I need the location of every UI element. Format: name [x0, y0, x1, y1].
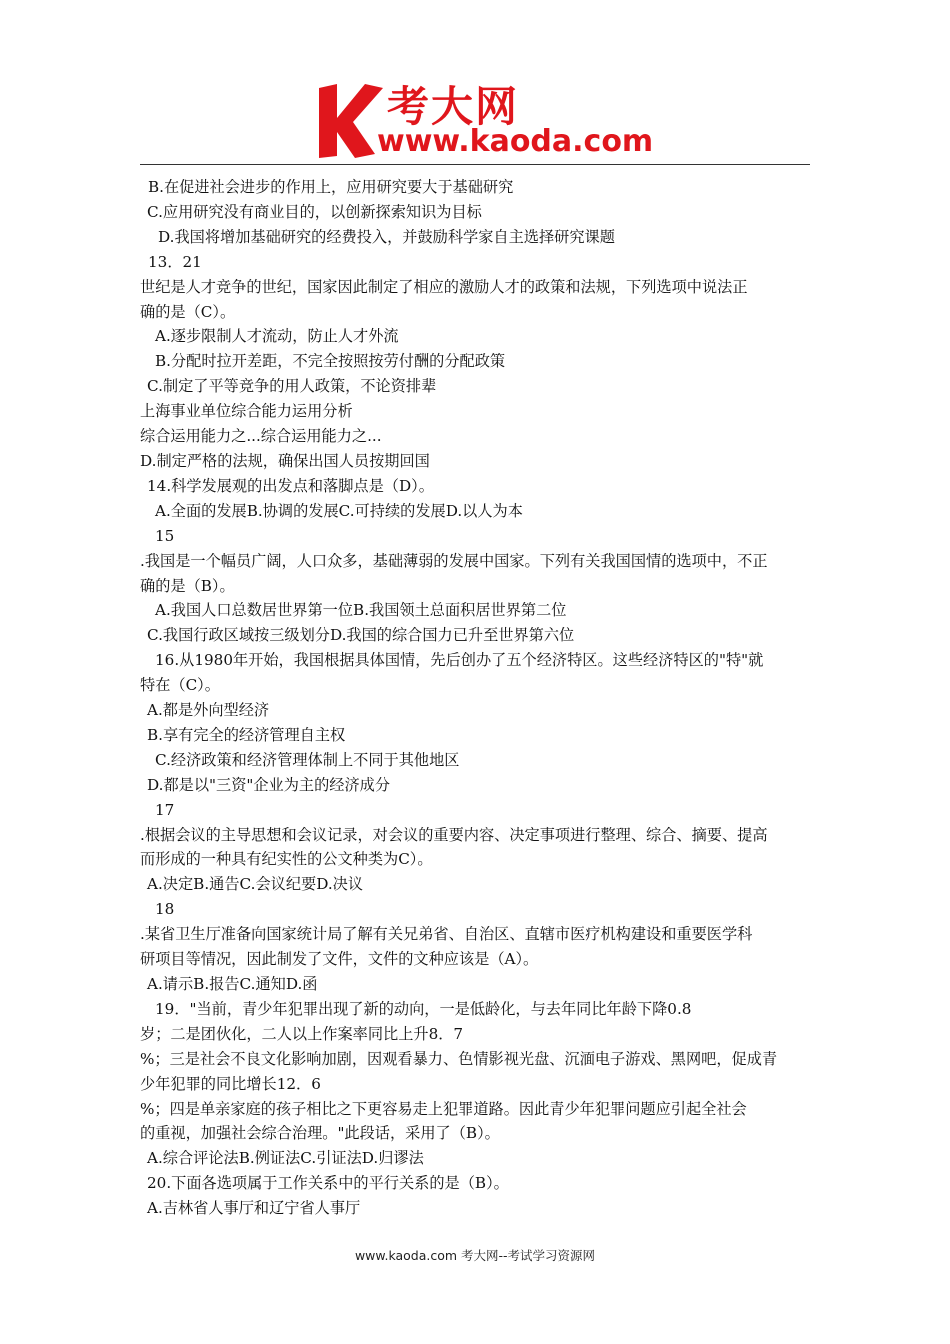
header-divider [140, 164, 810, 165]
text-line: C.经济政策和经济管理体制上不同于其他地区 [155, 750, 460, 769]
text-line: 上海事业单位综合能力运用分析 [140, 402, 353, 421]
text-line: A.吉林省人事厅和辽宁省人事厅 [147, 1199, 361, 1218]
text-line: A.决定B.通告C.会议纪要D.决议 [147, 875, 364, 894]
text-line: A.我国人口总数居世界第一位B.我国领土总面积居世界第二位 [155, 601, 567, 620]
site-logo[interactable] [315, 78, 654, 160]
text-line: 16.从1980年开始，我国根据具体国情，先后创办了五个经济特区。这些经济特区的"特"就 [155, 651, 764, 670]
text-line: 13．21 [148, 252, 202, 271]
text-line: A.请示B.报告C.通知D.函 [147, 975, 318, 993]
text-line: 确的是（C）。 [140, 302, 236, 321]
text-line: 岁；二是团伙化，二人以上作案率同比上升8．7 [140, 1024, 464, 1043]
text-line: 综合运用能力之...综合运用能力之... [140, 427, 382, 446]
text-line: A.综合评论法B.例证法C.引证法D.归谬法 [147, 1149, 424, 1168]
text-line: C.制定了平等竞争的用人政策，不论资排辈 [147, 377, 437, 396]
text-line: 17 [155, 800, 175, 819]
text-line: .根据会议的主导思想和会议记录，对会议的重要内容、决定事项进行整理、综合、摘要、提高 [140, 825, 768, 844]
text-line: A.都是外向型经济 [147, 701, 270, 720]
text-line: 特在（C）。 [140, 676, 220, 695]
text-line: 的重视，加强社会综合治理。"此段话，采用了（B）。 [140, 1124, 500, 1143]
text-line: D.我国将增加基础研究的经费投入，并鼓励科学家自主选择研究课题 [158, 227, 615, 246]
text-line: 研项目等情况，因此制发了文件，文件的文种应该是（A）。 [140, 950, 539, 969]
text-line: C.应用研究没有商业目的，以创新探索知识为目标 [147, 202, 482, 221]
text-line: A.全面的发展B.协调的发展C.可持续的发展D.以人为本 [155, 501, 523, 520]
text-line: A.逐步限制人才流动，防止人才外流 [155, 327, 399, 346]
text-line: B.享有完全的经济管理自主权 [147, 725, 346, 744]
text-line: 而形成的一种具有纪实性的公文种类为C）。 [140, 850, 433, 869]
text-line: %；三是社会不良文化影响加剧，因观看暴力、色情影视光盘、沉湎电子游戏、黑网吧，促成青 [140, 1049, 778, 1068]
text-line: C.我国行政区域按三级划分D.我国的综合国力已升至世界第六位 [147, 626, 575, 645]
text-line: %；四是单亲家庭的孩子相比之下更容易走上犯罪道路。因此青少年犯罪问题应引起全社会 [140, 1099, 747, 1118]
document-body [140, 175, 812, 1221]
text-line: B.在促进社会进步的作用上，应用研究要大于基础研究 [148, 178, 514, 196]
page-footer: www.kaoda.com 考大网--考试学习资源网 [354, 1248, 596, 1263]
text-line: .某省卫生厅准备向国家统计局了解有关兄弟省、自治区、直辖市医疗机构建设和重要医学科 [140, 925, 753, 944]
text-line: 18 [155, 900, 175, 919]
logo-k-icon [315, 78, 385, 160]
text-line: .我国是一个幅员广阔，人口众多，基础薄弱的发展中国家。下列有关我国国情的选项中，不正 [140, 551, 768, 570]
text-line: 少年犯罪的同比增长12．6 [140, 1074, 321, 1093]
text-line: D.制定严格的法规，确保出国人员按期回国 [140, 451, 430, 470]
text-line: 15 [155, 526, 175, 545]
text-line: 14.科学发展观的出发点和落脚点是（D）。 [147, 476, 434, 495]
text-line: 20.下面各选项属于工作关系中的平行关系的是（B）。 [147, 1174, 509, 1193]
text-line: 世纪是人才竞争的世纪，国家因此制定了相应的激励人才的政策和法规，下列选项中说法正 [140, 277, 748, 296]
logo-url: www.kaoda.com [377, 124, 654, 159]
text-line: B.分配时拉开差距，不完全按照按劳付酬的分配政策 [155, 352, 506, 371]
text-line: 确的是（B）。 [140, 576, 235, 595]
text-line: D.都是以"三资"企业为主的经济成分 [147, 775, 391, 794]
text-line: 19．"当前，青少年犯罪出现了新的动向，一是低龄化，与去年同比年龄下降0.8 [155, 999, 692, 1018]
logo-text: 考大网 [387, 82, 520, 131]
